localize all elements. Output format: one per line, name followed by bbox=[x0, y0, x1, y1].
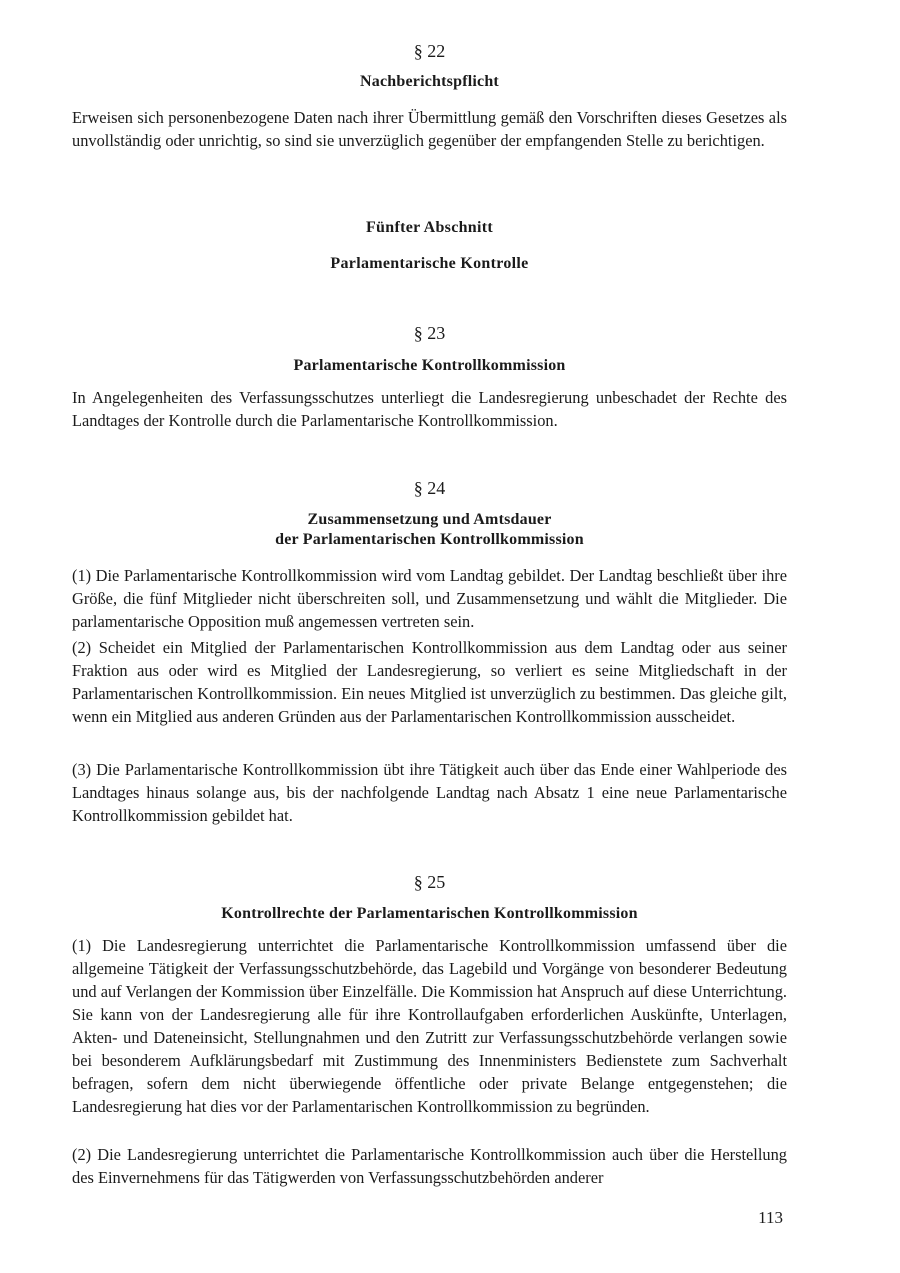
section-25-paragraph-2: (2) Die Landesregierung unterrichtet die Parlamentarische Kontrollkommission auch über die Herstellung des Einvernehmens für das Tätigwerden von Verfassungsschutzbehörden anderer bbox=[72, 1145, 787, 1187]
chapter-number: Fünfter Abschnitt bbox=[365, 219, 494, 236]
page-number: 113 bbox=[758, 1208, 783, 1227]
section-24-title-line-2: der Parlamentarischen Kontrollkommission bbox=[275, 531, 584, 548]
section-22-symbol: § 22 bbox=[413, 41, 446, 61]
section-23-symbol: § 23 bbox=[413, 323, 446, 343]
section-25-paragraph-1: (1) Die Landesregierung unterrichtet die Parlamentarische Kontrollkommission umfassend über die allgemeine Tätigkeit der Verfassungsschutzbehörde, das Lagebild und Vorgänge von besonderer Bedeutung und auf Verlangen der Kommission über Einzelfälle. Die Kommission hat Anspruch auf diese Unterrichtung. Sie kann von der Landesregierung alle für ihre Kontrollaufgaben erforderlichen Auskünfte, Unterlagen, Akten- und Dateneinsicht, Stellungnahmen und den Zutritt zur Verfassungsschutzbehörde verlangen sowie bei besonderem Aufklärungsbedarf mit Zustimmung des Innenministers Bedienstete zum Sachverhalt befragen, sofern dem nicht überwiegende öffentliche oder private Belange entgegenstehen; die Landesregierung hat dies vor der Parlamentarischen Kontrollkommission zu begründen. bbox=[72, 936, 787, 1116]
section-25-title bbox=[72, 904, 787, 924]
section-24-paragraph-2: (2) Scheidet ein Mitglied der Parlamentarischen Kontrollkommission aus dem Landtag oder aus seiner Fraktion aus oder wird es Mitglied der Landesregierung, so verliert es seine Mitgliedschaft in der Parlamentarischen Kontrollkommission. Ein neues Mitglied ist unverzüglich zu bestimmen. Das gleiche gilt, wenn ein Mitglied aus anderen Gründen aus der Parlamentarischen Kontrollkommission ausscheidet. bbox=[72, 638, 787, 726]
section-23-paragraph: In Angelegenheiten des Verfassungsschutzes unterliegt die Landesregierung unbeschadet der Rechte des Landtages der Kontrolle durch die Parlamentarische Kontrollkommission. bbox=[72, 388, 787, 430]
chapter-title: Parlamentarische Kontrolle bbox=[330, 255, 529, 272]
section-24-paragraph-3: (3) Die Parlamentarische Kontrollkommission übt ihre Tätigkeit auch über das Ende einer Wahlperiode des Landtages hinaus solange aus, bis der nachfolgende Landtag nach Absatz 1 eine neue Parlamentarische Kontrollkommission gebildet hat. bbox=[72, 760, 787, 825]
section-23-title-line: Parlamentarische Kontrollkommission bbox=[293, 357, 566, 374]
section-22-paragraph: Erweisen sich personenbezogene Daten nach ihrer Übermittlung gemäß den Vorschriften dieses Gesetzes als unvollständig oder unrichtig, so sind sie unverzüglich gegenüber der empfangenden Stelle zu berichtigen. bbox=[72, 108, 787, 150]
section-22-title bbox=[72, 72, 787, 92]
section-24-title bbox=[72, 510, 787, 550]
section-22-title-line: Nachberichtspflicht bbox=[360, 73, 499, 90]
section-23-title bbox=[72, 356, 787, 376]
section-25-symbol: § 25 bbox=[413, 872, 446, 892]
section-24-paragraph-1: (1) Die Parlamentarische Kontrollkommission wird vom Landtag gebildet. Der Landtag beschließt über ihre Größe, die fünf Mitglieder nicht überschreiten soll, und Zusammensetzung und wählt die Mitglieder. Die parlamentarische Opposition muß angemessen vertreten sein. bbox=[72, 566, 787, 631]
section-24-title-line-1: Zusammensetzung und Amtsdauer bbox=[307, 511, 552, 528]
section-25-title-line: Kontrollrechte der Parlamentarischen Kontrollkommission bbox=[221, 905, 638, 922]
section-24-symbol: § 24 bbox=[413, 478, 446, 498]
